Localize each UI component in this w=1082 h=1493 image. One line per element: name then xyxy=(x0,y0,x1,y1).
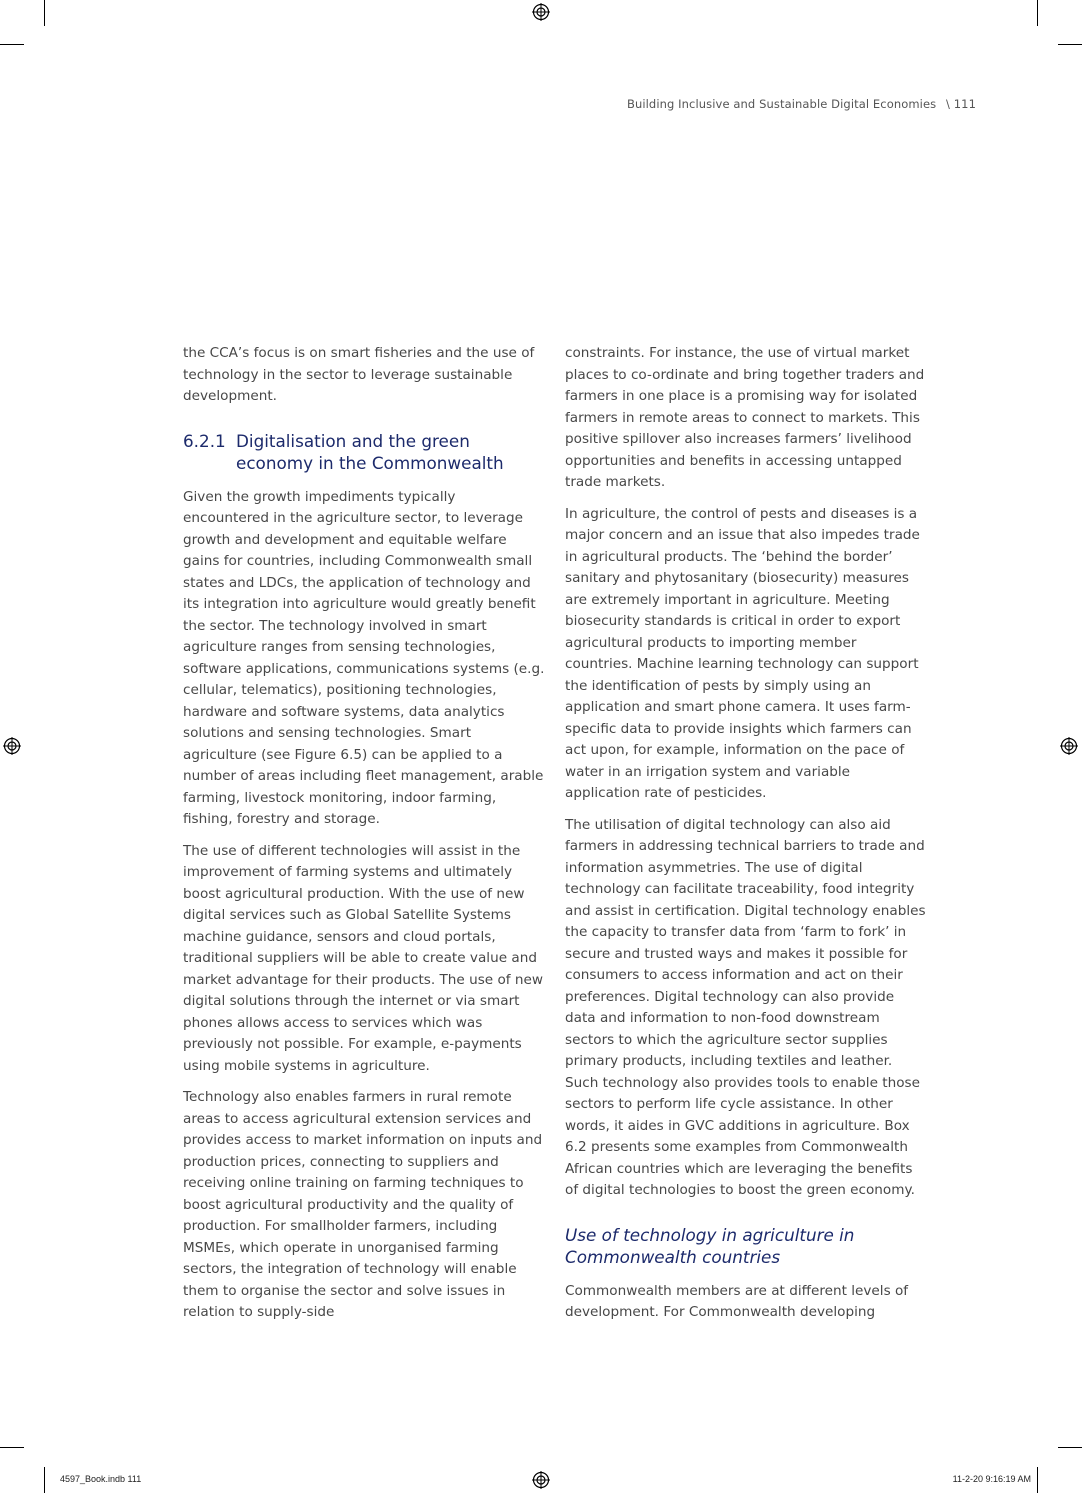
registration-mark-icon xyxy=(1060,737,1078,755)
paragraph: The utilisation of digital technology can also aid farmers in addressing technical barriers to trade and information asymmetries. The use of digital technology can facilitate traceability, food integrity and assist in certification. Digital technology enables the capacity to transfer data from ‘farm to fork’ in secure and trusted ways and makes it possible for consumers to access information and act on their preferences. Digital technology can also provide data and information to non-food downstream sectors to which the agriculture sector supplies primary products, including textiles and leather. Such technology also provides tools to enable those sectors to perform life cycle assistance. In other words, it aides in GVC additions in agriculture. Box 6.2 presents some examples from Commonwealth African countries which are leveraging the benefits of digital technologies to boost the green economy. xyxy=(565,816,926,1198)
slug-timestamp: 11-2-20 9:16:19 AM xyxy=(952,1474,1031,1484)
crop-mark xyxy=(1037,1467,1038,1493)
crop-mark xyxy=(0,44,24,45)
section-heading xyxy=(183,430,545,474)
section-heading-number: 6.2.1 xyxy=(183,430,226,451)
right-column xyxy=(565,343,927,1334)
crop-mark xyxy=(44,1467,45,1493)
crop-mark xyxy=(44,0,45,26)
subheading: Use of technology in agriculture in Commonwealth countries xyxy=(565,1224,855,1267)
crop-mark xyxy=(0,1447,24,1448)
paragraph: constraints. For instance, the use of virtual market places to co-ordinate and bring together traders and farmers in one place is a promising way for isolated farmers in remote areas to connect to markets. This positive spillover also increases farmers’ livelihood opportunities and benefits in accessing untapped trade markets. xyxy=(565,345,925,490)
paragraph: the CCA’s focus is on smart fisheries and the use of technology in the sector to leverage sustainable development. xyxy=(183,345,535,404)
running-head xyxy=(627,97,976,111)
crop-mark xyxy=(1058,44,1082,45)
crop-mark xyxy=(1058,1447,1082,1448)
slug-file: 4597_Book.indb 111 xyxy=(60,1474,142,1484)
running-head-separator: \ xyxy=(946,97,950,111)
paragraph: In agriculture, the control of pests and diseases is a major concern and an issue that also impedes trade in agricultural products. The ‘behind the border’ sanitary and phytosanitary (biosecurity) measures are extremely important in agriculture. Meeting biosecurity standards is critical in order to export agricultural products to importing member countries. Machine learning technology can support the identification of pests by simply using an application and smart phone camera. It uses farm-specific data to provide insights which farmers can act upon, for example, information on the pace of water in an irrigation system and variable application rate of pesticides. xyxy=(565,505,920,801)
left-column xyxy=(183,343,545,1334)
running-head-title: Building Inclusive and Sustainable Digital Economies xyxy=(626,97,937,111)
paragraph: Technology also enables farmers in rural remote areas to access agricultural extension services and provides access to market information on inputs and production prices, connecting to suppliers and receiving online training on farming techniques to boost agricultural productivity and the quality of production. For smallholder farmers, including MSMEs, which operate in unorganised farming sectors, the integration of technology will enable them to organise the sector and solve issues in relation to supply-side xyxy=(183,1089,543,1320)
registration-mark-icon xyxy=(532,1471,550,1489)
paragraph: Given the growth impediments typically encountered in the agriculture sector, to leverage growth and development and equitable welfare gains for countries, including Commonwealth small states and LDCs, the application of technology and its integration into agriculture would greatly benefit the sector. The technology involved in smart agriculture ranges from sensing technologies, software applications, communications systems (e.g. cellular, telematics), positioning technologies, hardware and software systems, data analytics solutions and sensing technologies. Smart agriculture (see Figure 6.5) can be applied to a number of areas including fleet management, arable farming, livestock monitoring, indoor farming, fishing, forestry and storage. xyxy=(183,488,545,827)
paragraph: Commonwealth members are at different levels of development. For Commonwealth developing xyxy=(565,1282,909,1320)
registration-mark-icon xyxy=(3,737,21,755)
section-heading-text: Digitalisation and the green economy in the Commonwealth xyxy=(236,430,504,473)
crop-mark xyxy=(1037,0,1038,26)
page-number: 111 xyxy=(953,97,976,111)
registration-mark-icon xyxy=(532,3,550,21)
paragraph: The use of different technologies will assist in the improvement of farming systems and ultimately boost agricultural production. With the use of new digital services such as Global Satellite Systems machine guidance, sensors and cloud portals, traditional suppliers will be able to create value and market advantage for their products. The use of new digital solutions through the internet or via smart phones allows access to services which was previously not possible. For example, e-payments using mobile systems in agriculture. xyxy=(183,842,544,1074)
